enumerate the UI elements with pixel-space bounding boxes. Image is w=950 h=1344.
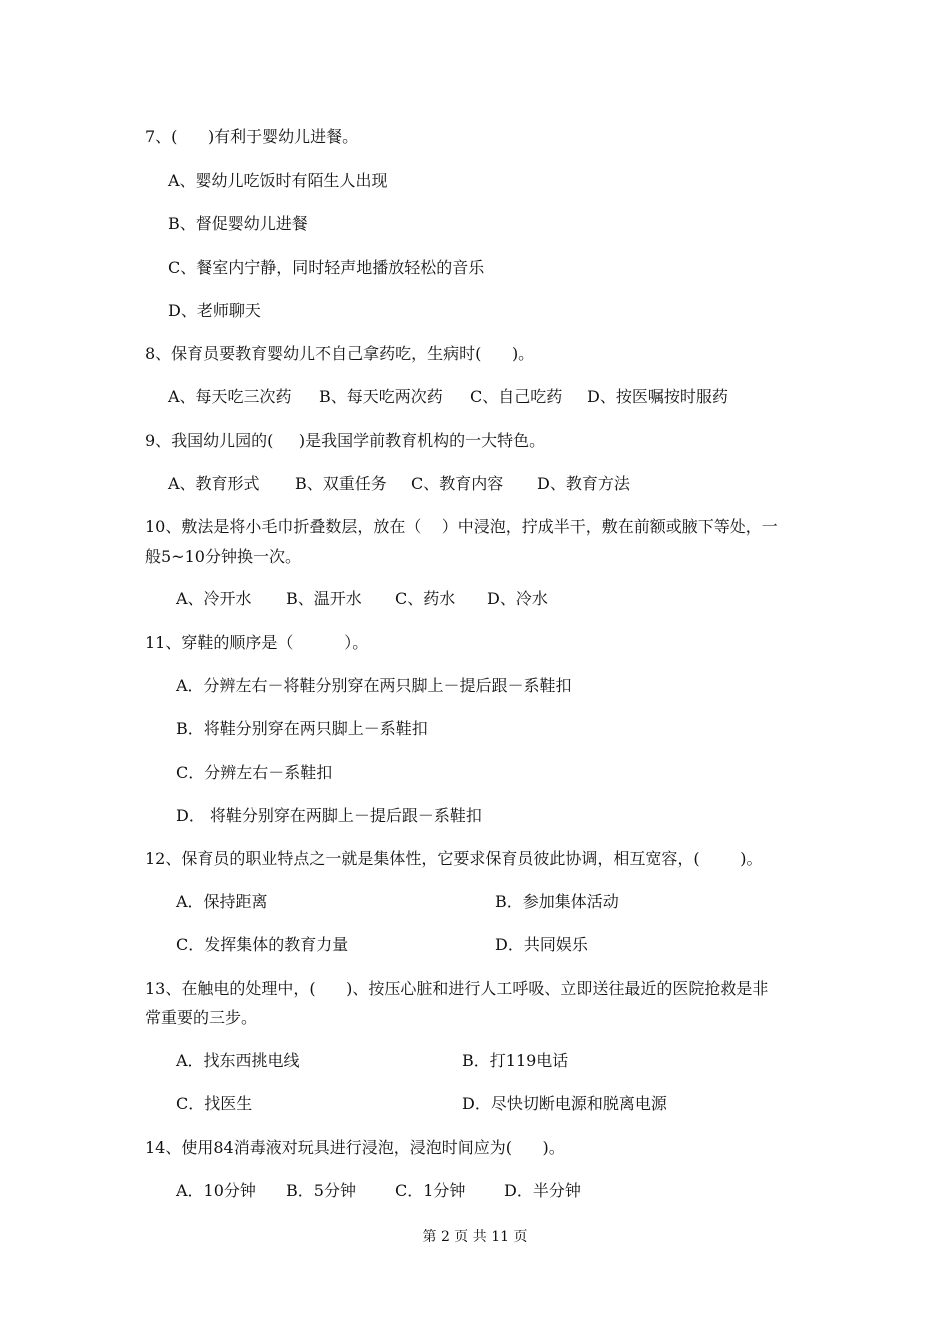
question-9-option-d: D、教育方法 <box>537 474 630 493</box>
question-11-option-c: C．分辨左右－系鞋扣 <box>176 763 333 782</box>
question-12-option-b: B．参加集体活动 <box>495 892 619 911</box>
question-11-option-a: A．分辨左右－将鞋分别穿在两只脚上－提后跟－系鞋扣 <box>176 676 572 695</box>
question-13-stem-line-2: 常重要的三步。 <box>145 1008 258 1027</box>
question-12-option-a: A．保持距离 <box>176 892 268 911</box>
question-13-option-d: D．尽快切断电源和脱离电源 <box>462 1094 667 1113</box>
question-13-stem-line-1: 13、在触电的处理中，( )、按压心脏和进行人工呼吸、立即送往最近的医院抢救是非 <box>145 979 769 998</box>
question-10-option-b: B、温开水 <box>286 589 362 608</box>
question-14-stem: 14、使用84消毒液对玩具进行浸泡，浸泡时间应为( )。 <box>145 1138 565 1157</box>
question-8-option-c: C、自己吃药 <box>470 387 563 406</box>
question-10-option-d: D、冷水 <box>487 589 548 608</box>
question-12-option-d: D．共同娱乐 <box>495 935 588 954</box>
question-7-option-b: B、督促婴幼儿进餐 <box>168 214 308 233</box>
question-9-stem: 9、我国幼儿园的( )是我国学前教育机构的一大特色。 <box>145 431 546 450</box>
question-10-stem-line-1: 10、敷法是将小毛巾折叠数层，放在（ ）中浸泡，拧成半干，敷在前额或腋下等处，一 <box>145 517 778 536</box>
question-7-option-a: A、婴幼儿吃饭时有陌生人出现 <box>168 171 388 190</box>
question-14-option-c: C．1分钟 <box>395 1181 466 1200</box>
question-14-option-a: A．10分钟 <box>176 1181 256 1200</box>
question-12-stem: 12、保育员的职业特点之一就是集体性，它要求保育员彼此协调，相互宽容，( )。 <box>145 849 763 868</box>
question-8-option-a: A、每天吃三次药 <box>168 387 292 406</box>
question-7-option-c: C、餐室内宁静，同时轻声地播放轻松的音乐 <box>168 258 485 277</box>
question-8-option-b: B、每天吃两次药 <box>319 387 443 406</box>
question-10-stem-line-2: 般5~10分钟换一次。 <box>145 547 301 566</box>
question-11-option-b: B．将鞋分别穿在两只脚上－系鞋扣 <box>176 719 428 738</box>
question-9-option-b: B、双重任务 <box>295 474 387 493</box>
question-12-option-c: C．发挥集体的教育力量 <box>176 935 349 954</box>
question-8-option-d: D、按医嘱按时服药 <box>587 387 728 406</box>
question-9-option-a: A、教育形式 <box>168 474 260 493</box>
question-11-option-d: D． 将鞋分别穿在两脚上－提后跟－系鞋扣 <box>176 806 482 825</box>
question-8-stem: 8、保育员要教育婴幼儿不自己拿药吃，生病时( )。 <box>145 344 535 363</box>
question-14-option-d: D．半分钟 <box>504 1181 581 1200</box>
question-13-option-a: A．找东西挑电线 <box>176 1051 300 1070</box>
question-7-option-d: D、老师聊天 <box>168 301 261 320</box>
question-7-stem: 7、( )有利于婴幼儿进餐。 <box>145 127 359 146</box>
page-footer: 第 2 页 共 11 页 <box>422 1229 528 1245</box>
question-10-option-c: C、药水 <box>395 589 456 608</box>
question-11-stem: 11、穿鞋的顺序是（ ）。 <box>145 633 369 652</box>
question-14-option-b: B．5分钟 <box>286 1181 356 1200</box>
question-13-option-b: B．打119电话 <box>462 1051 569 1070</box>
question-13-option-c: C．找医生 <box>176 1094 253 1113</box>
question-10-option-a: A、冷开水 <box>176 589 252 608</box>
question-9-option-c: C、教育内容 <box>411 474 504 493</box>
